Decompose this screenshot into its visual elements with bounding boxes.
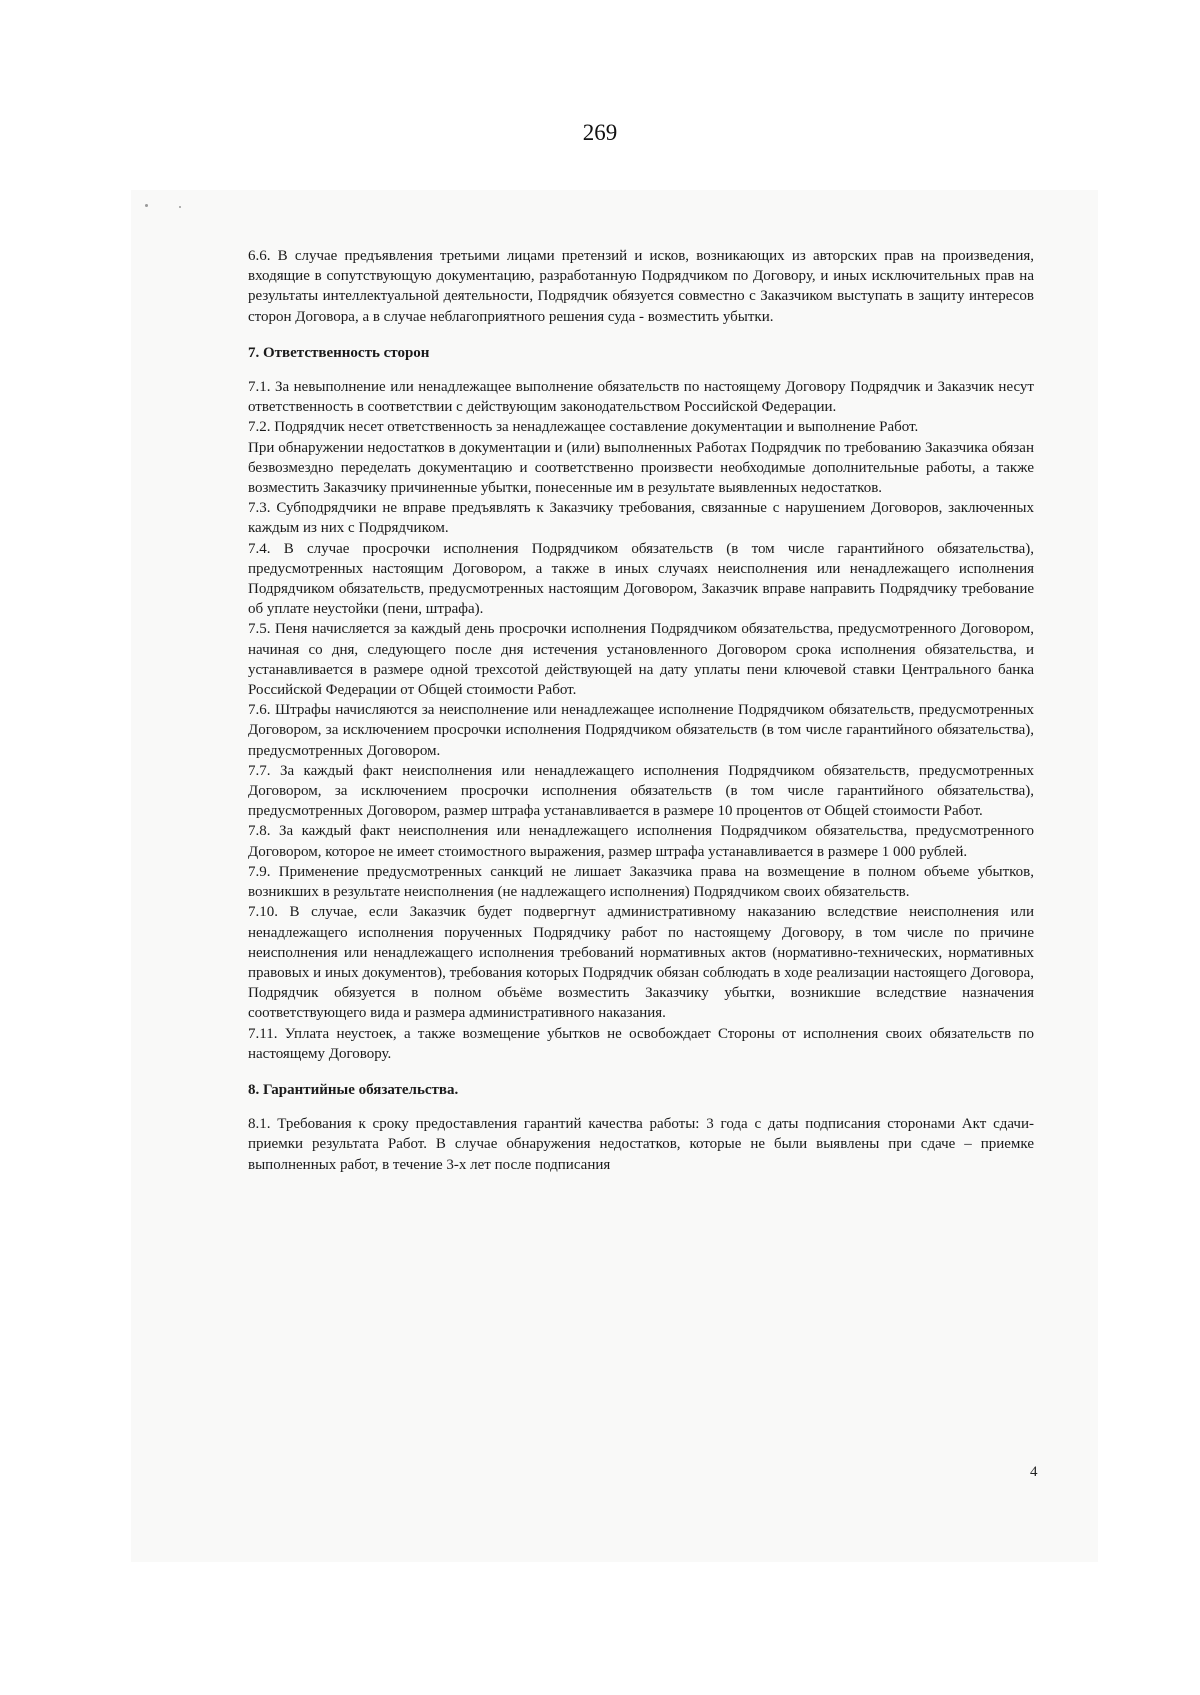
paragraph-7-10: 7.10. В случае, если Заказчик будет подвергнут административному наказанию вследствие неисполнения или ненадлежащего исполнения порученных Подрядчику работ по настоящему Договору, в том числе по причине неисполнения или ненадлежащего исполнения требований нормативных актов (нормативно-технических, нормативных правовых и иных документов), требования которых Подрядчик обязан соблюдать в ходе реализации настоящего Договора, Подрядчик обязуется в полном объёме возместить Заказчику убытки, возникшие вследствие назначения соответствующего вида и размера административного наказания. (248, 904, 1034, 1022)
scan-speck (179, 206, 181, 208)
paragraph-7-6: 7.6. Штрафы начисляются за неисполнение или ненадлежащее исполнение Подрядчиком обязательств, предусмотренных Договором, за исключением просрочки исполнения Подрядчиком обязательств (в том числе гарантийного обязательства), предусмотренных Договором. (248, 702, 1034, 759)
footer-page-number: 4 (1030, 1464, 1038, 1480)
paragraph-7-5: 7.5. Пеня начисляется за каждый день просрочки исполнения Подрядчиком обязательства, предусмотренного Договором, начиная со дня, следующего после дня истечения установленного Договором срока исполнения обязательства, и устанавливается в размере одной трехсотой действующей на дату уплаты пени ключевой ставки Центрального банка Российской Федерации от Общей стоимости Работ. (248, 621, 1034, 699)
section-heading-7: 7. Ответственность сторон (248, 344, 430, 361)
page-number: 269 (582, 120, 618, 145)
document-body (248, 246, 1034, 1175)
section-heading-8: 8. Гарантийные обязательства. (248, 1081, 459, 1098)
scan-speck (145, 204, 148, 207)
paragraph-7-8: 7.8. За каждый факт неисполнения или ненадлежащего исполнения Подрядчиком обязательства, предусмотренного Договором, которое не имеет стоимостного выражения, размер штрафа устанавливается в размере 1 000 рублей. (248, 823, 1034, 860)
paragraph-8-1: 8.1. Требования к сроку предоставления гарантий качества работы: 3 года с даты подписания сторонами Акт сдачи-приемки результата Работ. В случае обнаружения недостатков, которые не были выявлены при сдаче – приемке выполненных работ, в течение 3-х лет после подписания (248, 1116, 1034, 1173)
paragraph-7-3: 7.3. Субподрядчики не вправе предъявлять к Заказчику требования, связанные с нарушением Договоров, заключенных каждым из них с Подрядчиком. (248, 500, 1034, 537)
paragraph-7-9: 7.9. Применение предусмотренных санкций не лишает Заказчика права на возмещение в полном объеме убытков, возникших в результате неисполнения (не надлежащего исполнения) Подрядчиком своих обязательств. (248, 863, 1034, 901)
paragraph-7-11: 7.11. Уплата неустоек, а также возмещение убытков не освобождает Стороны от исполнения своих обязательств по настоящему Договору. (248, 1025, 1034, 1062)
paragraph-7-4: 7.4. В случае просрочки исполнения Подрядчиком обязательств (в том числе гарантийного обязательства), предусмотренных настоящим Договором, а также в иных случаях неисполнения или ненадлежащего исполнения Подрядчиком обязательств, предусмотренных настоящим Договором, Заказчик вправе направить Подрядчику требование об уплате неустойки (пени, штрафа). (248, 540, 1034, 618)
paragraph-7-2-continued: При обнаружении недостатков в документации и (или) выполненных Работах Подрядчик по требованию Заказчика обязан безвозмездно переделать документацию и соответственно произвести необходимые дополнительные работы, а также возместить Заказчику причиненные убытки, понесенные им в результате выявленных недостатков. (248, 439, 1034, 497)
paragraph-7-7: 7.7. За каждый факт неисполнения или ненадлежащего исполнения Подрядчиком обязательств, предусмотренных Договором, за исключением просрочки исполнения обязательств (в том числе гарантийного обязательства), предусмотренных Договором, размер штрафа устанавливается в размере 10 процентов от Общей стоимости Работ. (248, 762, 1034, 820)
paragraph-7-1: 7.1. За невыполнение или ненадлежащее выполнение обязательств по настоящему Договору Подрядчик и Заказчик несут ответственность в соответствии с действующим законодательством Российской Федерации. (248, 379, 1034, 416)
paragraph-6-6: 6.6. В случае предъявления третьими лицами претензий и исков, возникающих из авторских прав на произведения, входящие в сопутствующую документацию, разработанную Подрядчиком по Договору, и иных исключительных прав на результаты интеллектуальной деятельности, Подрядчик обязуется совместно с Заказчиком выступать в защиту интересов сторон Договора, а в случае неблагоприятного решения суда - возместить убытки. (248, 248, 1034, 325)
paragraph-7-2: 7.2. Подрядчик несет ответственность за ненадлежащее составление документации и выполнение Работ. (248, 419, 919, 436)
